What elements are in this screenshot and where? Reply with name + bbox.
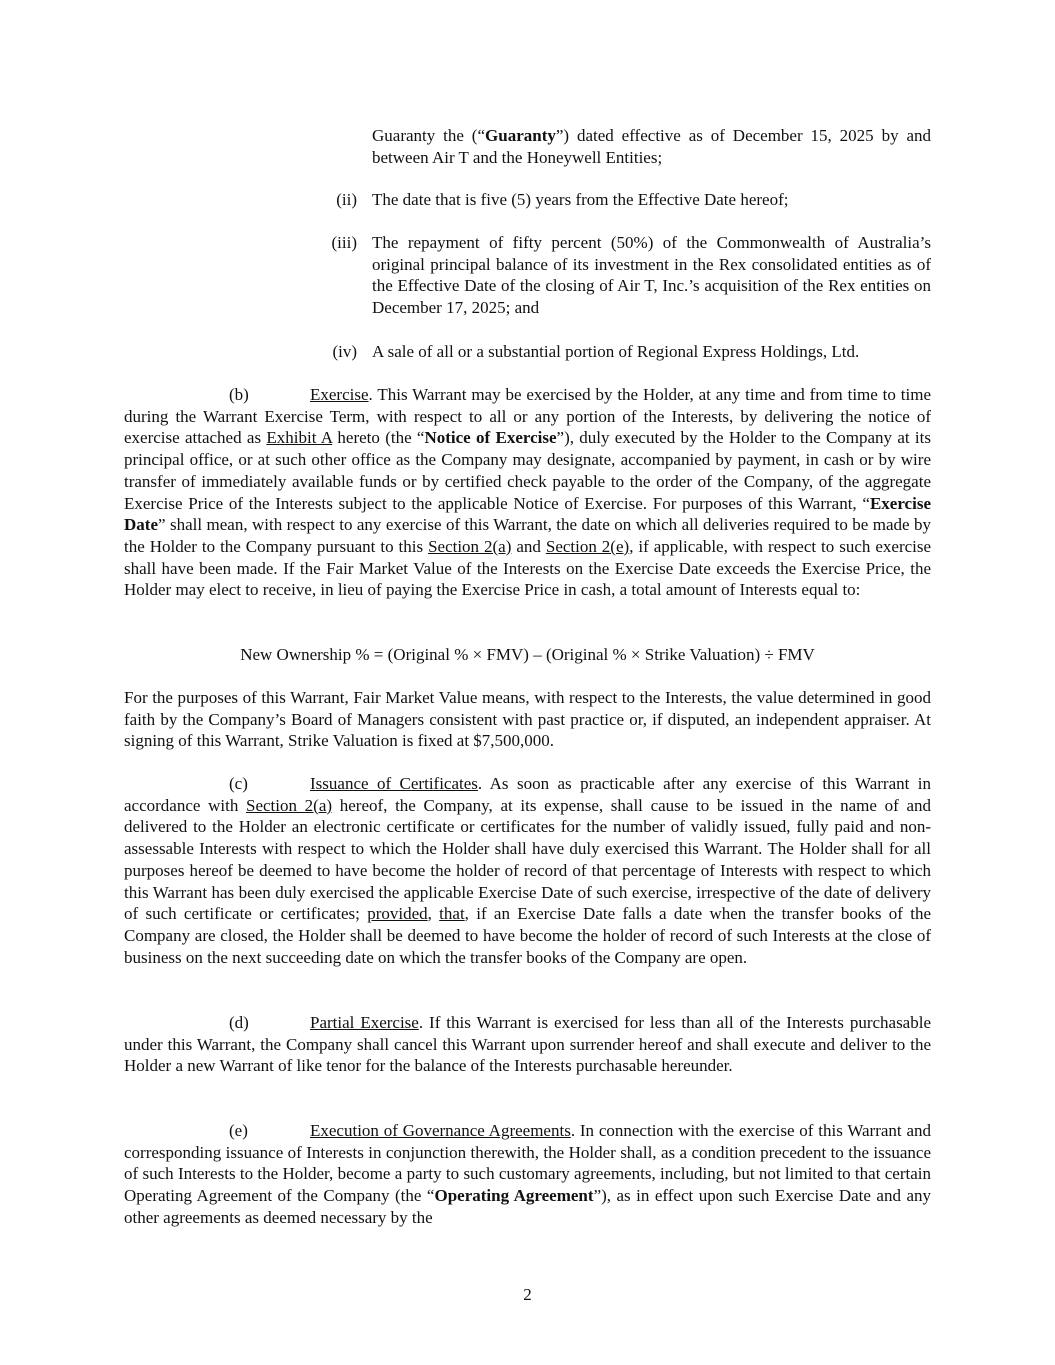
section-reference: Section 2(a) — [246, 795, 333, 815]
section-label: (e) — [229, 1121, 248, 1140]
exercise-date-term: Exercise Date — [124, 493, 931, 535]
guaranty-term: Guaranty — [485, 126, 556, 145]
list-item-number: (iv) — [332, 342, 357, 361]
section-label: (d) — [229, 1013, 249, 1032]
section-reference: Section 2(e) — [545, 536, 630, 556]
list-item-text: The date that is five (5) years from the Effective Date hereof; — [372, 190, 789, 209]
notice-of-exercise-term: Notice of Exercise — [424, 428, 557, 448]
section-reference: Section 2(a) — [428, 536, 512, 556]
section-heading: Exercise — [310, 385, 369, 404]
section-d-paragraph: Partial Exercise. If this Warrant is exercised for less than all of the Interests purchasable under this Warrant, the Company shall cancel this Warrant upon surrender hereof and shall execute and deliver to the Holder a new Warrant of like tenor for the balance of the Interests purchasable hereunder. — [124, 1013, 931, 1076]
section-heading: Partial Exercise — [310, 1013, 419, 1032]
that-term: that — [439, 904, 465, 924]
guaranty-continuation: Guaranty the (“Guaranty”) dated effective as of December 15, 2025 by and between Air T and the Honeywell Entities; — [372, 126, 931, 167]
ownership-formula: New Ownership % = (Original % × FMV) – (Original % × Strike Valuation) ÷ FMV — [240, 645, 815, 664]
provided-term: provided — [367, 904, 428, 924]
section-label: (c) — [229, 774, 248, 793]
list-item-text: A sale of all or a substantial portion of Regional Express Holdings, Ltd. — [372, 342, 860, 361]
exhibit-a-reference: Exhibit A — [266, 428, 333, 448]
list-item-number: (iii) — [331, 233, 357, 252]
section-heading: Execution of Governance Agreements — [310, 1121, 571, 1140]
page-number: 2 — [523, 1285, 532, 1304]
section-e-paragraph: Execution of Governance Agreements. In connection with the exercise of this Warrant and corresponding issuance of Interests in conjunction therewith, the Holder shall, as a condition precedent to the issuance of such Interests to the Holder, become a party to such customary agreements, including, but not limited to that certain Operating Agreement of the Company (the “Operating Agreement”), as in effect upon such Exercise Date and any other agreements as deemed necessary by the — [124, 1121, 931, 1227]
list-item-number: (ii) — [336, 190, 357, 209]
section-c-paragraph: Issuance of Certificates. As soon as practicable after any exercise of this Warrant in accordance with Section 2(a) hereof, the Company, at its expense, shall cause to be issued in the name of and delivered to the Holder an electronic certificate or certificates for the number of validly issued, fully paid and non-assessable Interests with respect to which the Holder shall have duly exercised this Warrant. The Holder shall for all purposes hereof be deemed to have become the holder of record of that percentage of Interests with respect to which this Warrant has been duly exercised the applicable Exercise Date of such exercise, irrespective of the date of delivery of such certificate or certificates; provided, that, if an Exercise Date falls a date when the transfer books of the Company are closed, the Holder shall be deemed to have become the holder of record of such Interests at the close of business on the next succeeding date on which the transfer books of the Company are open. — [124, 774, 931, 967]
section-b-paragraph: Exercise. This Warrant may be exercised by the Holder, at any time and from time to time during the Warrant Exercise Term, with respect to all or any portion of the Interests, by delivering the notice of exercise attached as Exhibit A hereto (the “Notice of Exercise”), duly executed by the Holder to the Company at its principal office, or at such other office as the Company may designate, accompanied by payment, in cash or by wire transfer of immediately available funds or by certified check payable to the order of the Company, of the aggregate Exercise Price of the Interests subject to the applicable Notice of Exercise. For purposes of this Warrant, “Exercise Date” shall mean, with respect to any exercise of this Warrant, the date on which all deliveries required to be made by the Holder to the Company pursuant to this Section 2(a) and Section 2(e), if applicable, with respect to such exercise shall have been made. If the Fair Market Value of the Interests on the Exercise Date exceeds the Exercise Price, the Holder may elect to receive, in lieu of paying the Exercise Price in cash, a total amount of Interests equal to: — [124, 385, 932, 600]
section-heading: Issuance of Certificates — [310, 774, 478, 793]
section-label: (b) — [229, 385, 249, 404]
list-item-text: The repayment of fifty percent (50%) of the Commonwealth of Australia’s original principal balance of its investment in the Rex consolidated entities as of the Effective Date of the closing of Air T, Inc.’s acquisition of the Rex entities on December 17, 2025; and — [372, 233, 931, 318]
fair-market-value-paragraph: For the purposes of this Warrant, Fair Market Value means, with respect to the Interests, the value determined in good faith by the Company’s Board of Managers consistent with past practice or, if disputed, an independent appraiser. At signing of this Warrant, Strike Valuation is fixed at $7,500,000. — [124, 688, 931, 751]
operating-agreement-term: Operating Agreement — [434, 1186, 594, 1206]
